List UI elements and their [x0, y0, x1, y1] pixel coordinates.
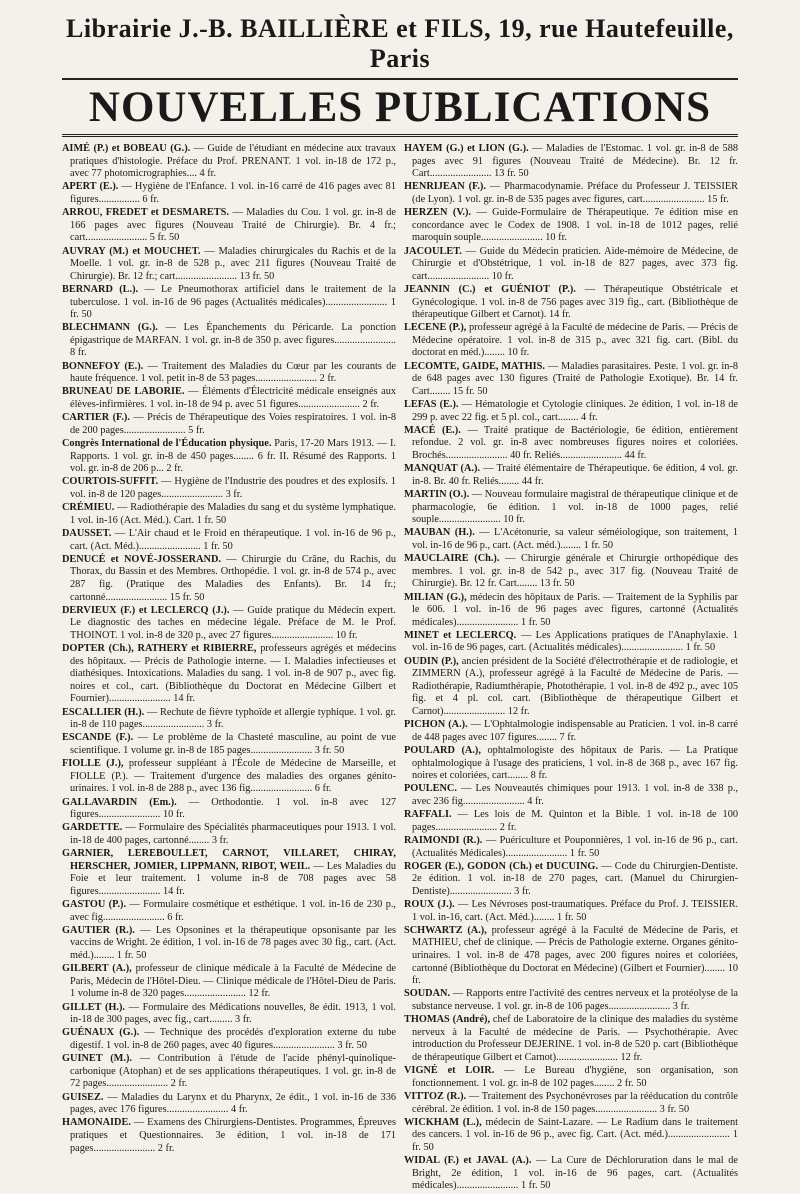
entry-author: ESCANDE (F.). — [62, 732, 134, 744]
catalog-entry — [404, 246, 738, 284]
entry-description: — Les lois de M. Quinton et la Bible. 1 vol. in-18 de 100 pages........................ 2 fr. — [412, 809, 739, 833]
entry-description: — Thérapeutique Obstétricale et Gynécologique. 1 vol. in-8 de 756 pages avec 319 fig., cart. (Bibliothèque de thérapeutique Gilbert et Carnot). 14 fr. — [412, 283, 739, 321]
entry-author: MANQUAT (A.). — [404, 463, 481, 475]
catalog-entry — [62, 1053, 396, 1091]
catalog-entry — [404, 592, 738, 630]
catalog-entry — [62, 386, 396, 411]
entry-description: ancien président de la Société d'électrothérapie et de radiologie, et ZIMMERN (A.), professeur agrégé à la Faculté de Médecine de Paris. — Radiothérapie, Radiumthérapie, Photothérapie. 1 vol. in-8 de 492 p., avec 105 fig. et 4 pl. col. cart. (Bibliothèque de thérapeutique Gilbert et Carnot)........................ 12 fr. — [412, 655, 739, 718]
entry-author: MILIAN (G.), — [404, 591, 467, 603]
catalog-entry — [404, 284, 738, 322]
entry-author: RAFFALI. — [404, 809, 452, 821]
entry-description: — Hygiène de l'Industrie des poudres et des explosifs. 1 vol. in-8 de 120 pages........................ 3 fr. — [70, 476, 396, 500]
entry-description: — Maladies de l'Estomac. 1 vol. gr. in-8 de 588 pages avec 91 figures (Nouveau Traité de Médecine). Br. 12 fr. Cart........................ 13 fr. 50 — [412, 143, 738, 180]
catalog-entry — [62, 732, 396, 757]
entry-description: — Les Névroses post-traumatiques. Préface du Prof. J. TEISSIER. 1 vol. in-16, cart. (Act. Méd.)........ 1 fr. 50 — [412, 899, 739, 923]
catalog-entry — [404, 489, 738, 527]
catalog-entry — [404, 181, 738, 206]
entry-author: GUISEZ. — [62, 1091, 104, 1103]
entry-author: MARTIN (O.). — [404, 488, 470, 500]
catalog-entry — [404, 207, 738, 245]
entry-description: — Puériculture et Pouponnières, 1 vol. in-16 de 96 p., cart. (Actualités Médicales)........................ 1 fr. 50 — [412, 834, 738, 859]
entry-author: LECENE (P.), — [404, 322, 467, 334]
catalog-entry — [404, 527, 738, 552]
entry-author: ROGER (E.), GODON (Ch.) et DUCUING. — [404, 860, 599, 872]
entry-description: — Formulaire des Spécialités pharmaceutiques pour 1913. 1 vol. in-18 de 400 pages, cartonné........ 3 fr. — [70, 822, 396, 846]
catalog-entry — [62, 925, 396, 963]
entry-description: professeur agrégé à la Faculté de Médecine de Paris, et MATHIEU, chef de clinique. — Précis de Pathologie externe. Organes génito-urinaires. 1 vol. in-8 de 478 pages, avec 200 figures noires et coloriées, cartonné (Bibliothèque du Doctorat en Médecine) (Gilbert et Fournier)........ 10 fr. — [412, 924, 738, 987]
catalog-entry — [404, 745, 738, 783]
entry-author: GILLET (H.). — [62, 1001, 125, 1013]
entry-description: médecin des hôpitaux de Paris. — Traitement de la Syphilis par le 606. 1 vol. in-16 de 96 pages avec figures, cartonné (Actualités médicales)........................ 1 fr. 50 — [412, 591, 738, 628]
entry-author: LEFAS (E.). — [404, 399, 459, 411]
entry-description: — Chirurgie générale et Chirurgie orthopédique des membres. 1 vol. gr. in-8 de 542 p., avec 317 fig. (Nouveau Traité de Chirurgie). Br. 12 fr. Cart........ 13 fr. 50 — [412, 553, 738, 590]
right-column — [404, 143, 738, 1194]
entry-description: — Traité élémentaire de Thérapeutique. 6e édition, 4 vol. gr. in-8. Br. 40 fr. Reliés........ 44 fr. — [412, 463, 738, 487]
entry-description: — Rechute de fièvre typhoïde et allergie typhique. 1 vol. gr. in-8 de 110 pages........................ 3 fr. — [70, 706, 397, 731]
entry-description: — Pharmacodynamie. Préface du Professeur J. TEISSIER (de Lyon). 1 vol. gr. in-8 de 535 pages avec figures, cart........................ 15 fr. — [412, 181, 738, 205]
entry-description: — Rapports entre l'activité des centres nerveux et la protéolyse de la substance nerveuse. 1 vol. gr. in-8 de 106 pages........................ 3 fr. — [412, 988, 738, 1013]
entry-author: SCHWARTZ (A.), — [404, 924, 487, 936]
entry-description: — Code du Chirurgien-Dentiste. 2e édition. 1 vol. in-18 de 270 pages, cart. (Manuel du Chirurgien-Dentiste)........................ 3 fr. — [412, 860, 738, 897]
entry-description: — Contribution à l'étude de l'acide phényl-quinolique-carbonique (Atophan) et de ses applications thérapeutiques. 1 vol. gr. in-8 de 72 pages........................ 2 fr. — [70, 1053, 396, 1090]
entry-description: — Guide du Médecin praticien. Aide-mémoire de Médecine, de Chirurgie et d'Obstétrique, 1 vol. in-18 de 827 pages, avec 373 fig. cart........................ 10 fr. — [412, 245, 738, 282]
entry-author: MACÉ (E.). — [404, 424, 461, 436]
entry-author: PICHON (A.). — [404, 719, 468, 731]
catalog-entry — [62, 963, 396, 1001]
catalog-entry — [62, 848, 396, 898]
entry-description: — Éléments d'Électricité médicale enseignés aux élèves-infirmières. 1 vol. in-18 de 94 p. avec 51 figures........................ 2 fr. — [70, 386, 396, 411]
entry-author: ROUX (J.). — [404, 899, 455, 911]
entry-description: — Les Applications pratiques de l'Anaphylaxie. 1 vol. in-16 de 96 pages, cart. (Actualités médicales)........................ 1 fr. 50 — [412, 629, 738, 654]
entry-author: GARNIER, LEREBOULLET, CARNOT, VILLARET, CHIRAY, HERSCHER, JOMIER, LIPPMANN, RIBOT, WEIL. — [62, 848, 396, 872]
catalog-entry — [404, 1014, 738, 1064]
entry-description: — Radiothérapie des Maladies du sang et du système lymphatique. 1 vol. in-16 (Act. Méd.). Cart. 1 fr. 50 — [70, 502, 397, 526]
entry-author: FIOLLE (J.), — [62, 758, 124, 770]
entry-author: BONNEFOY (E.). — [62, 360, 144, 372]
entry-description: — Les Épanchements du Péricarde. La ponction épigastrique de MARFAN. 1 vol. gr. in-8 de 350 p. avec figures........................ 8 fr. — [70, 322, 397, 359]
catalog-entry — [404, 719, 738, 744]
entry-author: HERZEN (V.). — [404, 207, 472, 219]
catalog-entry — [404, 143, 738, 181]
entry-description: — Nouveau formulaire magistral de thérapeutique clinique et de pharmacologie, 6e édition. 1 vol. in-18 de 1000 pages, relié souple........................ 10 fr. — [412, 488, 739, 526]
entry-description: — Traité pratique de Bactériologie, 6e édition, entièrement refondue. 2 vol. gr. in-8 avec nombreuses figures noires et coloriées. Brochés........................ 40 fr. Reliés........................ 44 fr. — [412, 424, 738, 461]
entry-author: BERNARD (L.). — [62, 283, 139, 295]
entry-author: MINET et LECLERCQ. — [404, 629, 517, 641]
entry-description: — L'Air chaud et le Froid en thérapeutique. 1 vol. in-16 de 96 p., cart. (Act. Méd.)........................ 1 fr. 50 — [70, 527, 397, 552]
entry-author: DOPTER (Ch.), RATHERY et RIBIERRE, — [62, 643, 257, 655]
entry-description: professeur suppléant à l'École de Médecine de Marseille, et FIOLLE (P.). — Traitement d'urgence des maladies des organes génito-urinaires. 1 vol. in-8 de 288 p., avec 136 fig........................ 6 fr. — [70, 758, 397, 795]
catalog-entry — [62, 1002, 396, 1027]
entry-author: POULARD (A.), — [404, 745, 481, 756]
catalog-entry — [62, 207, 396, 245]
entry-description: — Examens des Chirurgiens-Dentistes. Programmes, Épreuves pratiques et Questionnaires. 3e édition, 1 vol. in-18 de 171 pages........................ 2 fr. — [70, 1117, 396, 1154]
entry-author: GALLAVARDIN (Em.). — [62, 796, 177, 808]
catalog-entry — [404, 553, 738, 591]
entry-author: THOMAS (André), — [404, 1014, 491, 1026]
entry-description: professeur de clinique médicale à la Faculté de Médecine de Paris, Médecin de l'Hôtel-Dieu. — Clinique médicale de l'Hôtel-Dieu de Paris. 1 volume in-8 de 320 pages........................ 12 fr. — [70, 963, 396, 1000]
catalog-entry — [62, 476, 396, 501]
catalog-entry — [62, 438, 396, 476]
entry-description: — Guide de l'étudiant en médecine aux travaux pratiques d'histologie. Préface du Prof. PRENANT. 1 vol. in-18 de 172 p., avec 77 photomicrographies.... 4 fr. — [70, 143, 397, 180]
entry-description: — Les Nouveautés chimiques pour 1913. 1 vol. in-8 de 338 p., avec 236 fig........................ 4 fr. — [412, 783, 738, 807]
entry-author: HAYEM (G.) et LION (G.). — [404, 143, 529, 154]
entry-description: — Formulaire cosmétique et esthétique. 1 vol. in-16 de 230 p., avec fig........................ 6 fr. — [70, 899, 396, 923]
catalog-entry — [62, 899, 396, 924]
catalog-entry — [404, 835, 738, 860]
entry-description: professeur agrégé à la Faculté de médecine de Paris. — Précis de Médecine opératoire. 1 vol. in-8 de 315 p., avec 321 fig. cart. (Bibl. du doctorat en méd.)........ 10 fr. — [412, 322, 738, 359]
catalog-entry — [62, 246, 396, 284]
catalog-entry — [62, 1117, 396, 1155]
header-rule — [62, 78, 738, 80]
catalog-entry — [62, 822, 396, 847]
catalog-entry — [404, 809, 738, 834]
entry-author: AIMÉ (P.) et BOBEAU (G.). — [62, 143, 191, 154]
entry-author: WIDAL (F.) et JAVAL (A.). — [404, 1155, 532, 1167]
entry-author: HAMONAIDE. — [62, 1117, 131, 1129]
entry-author: APERT (E.). — [62, 181, 119, 193]
catalog-entry — [404, 861, 738, 899]
entry-description: — La Cure de Déchloruration dans le mal de Bright, 2e édition, 1 vol. in-16 de 96 pages, cart. (Actualités médicales)........................ 1 fr. 50 — [412, 1155, 739, 1192]
catalog-entry — [62, 528, 396, 553]
entry-description: — Chirurgie du Crâne, du Rachis, du Thorax, du Bassin et des Membres. Orthopédie. 1 vol. gr. in-8 de 574 p., avec 287 fig. (Pratique des Maladies des Enfants). Br. 14 fr.; cartonné........................ 15 fr. 50 — [70, 553, 396, 603]
catalog-entry — [404, 1117, 738, 1155]
entry-description: — Technique des procédés d'exploration externe du tube digestif. 1 vol. in-8 de 260 pages, avec 40 figures........................ 3 fr. 50 — [70, 1027, 396, 1051]
catalog-entry — [404, 1065, 738, 1090]
entry-author: CARTIER (F.). — [62, 412, 130, 424]
title-rule — [62, 134, 738, 137]
entry-description: — Le problème de la Chasteté masculine, au point de vue scientifique. 1 volume gr. in-8 de 185 pages........................ 3 fr. 50 — [70, 732, 396, 756]
entry-description: — Traitement des Maladies du Cœur par les courants de haute fréquence. 1 vol. petit in-8 de 53 pages........................ 2 fr. — [70, 360, 397, 385]
catalog-entry — [404, 322, 738, 360]
page-title: NOUVELLES PUBLICATIONS — [88, 84, 712, 131]
catalog-entry — [62, 1092, 396, 1117]
entry-author: GUÉNAUX (G.). — [62, 1027, 140, 1039]
entry-description: — Précis de Thérapeutique des Voies respiratoires. 1 vol. in-8 de 200 pages........................ 5 fr. — [70, 412, 396, 436]
entry-author: RAIMONDI (R.). — [404, 834, 483, 846]
entry-author: DENUCÉ et NOVÉ-JOSSERAND. — [62, 553, 221, 565]
entry-description: — Le Pneumothorax artificiel dans le traitement de la tuberculose. 1 vol. in-16 de 96 pages (Actualités médicales)........................ 1 fr. 50 — [70, 283, 396, 321]
entry-author: GAUTIER (R.). — [62, 924, 135, 936]
entry-author: Congrès International de l'Éducation physique. — [62, 438, 272, 449]
catalog-entry — [62, 1027, 396, 1052]
entry-description: — Orthodontie. 1 vol. in-8 avec 127 figures........................ 10 fr. — [70, 796, 396, 821]
catalog-entry — [62, 707, 396, 732]
entry-description: — Guide-Formulaire de Thérapeutique. 7e édition mise en concordance avec le Codex de 1908. 1 vol. in-18 de 1012 pages, relié maroquin souple........................ 10 fr. — [412, 207, 738, 244]
entry-description: — Formulaire des Médications nouvelles, 8e édit. 1913, 1 vol. in-18 de 300 pages, avec fig., cart......... 3 fr. — [70, 1001, 396, 1026]
catalog-entry — [62, 797, 396, 822]
entry-description: chef de Laboratoire de la clinique des maladies du système nerveux à la Faculté de médecine de Paris. — Psychothérapie. Avec introduction du Professeur DEJERINE. 1 vol. in-8 de 520 p. cart (Bibliothèque de thérapeutique Gilbert et Carnot)........................ 12 fr. — [412, 1014, 739, 1063]
entry-description: — Les Opsonines et la thérapeutique opsonisante par les vaccins de Wright. 2e édition, 1 vol. in-16 de 78 pages avec 30 fig., cart. (Act. méd.)........ 1 fr. 50 — [70, 924, 396, 962]
catalog-entry — [62, 322, 396, 360]
catalog-entry — [62, 643, 396, 706]
catalog-entry — [62, 284, 396, 322]
entry-author: WICKHAM (L.), — [404, 1116, 482, 1128]
catalog-entry — [404, 425, 738, 463]
publisher-header: Librairie J.-B. BAILLIÈRE et FILS, 19, rue Hautefeuille, Paris — [66, 14, 734, 73]
catalog-entry — [404, 630, 738, 655]
catalog-entry — [62, 605, 396, 643]
entry-author: COURTOIS-SUFFIT. — [62, 476, 159, 488]
entry-author: GASTOU (P.). — [62, 899, 127, 911]
entry-author: MAUBAN (H.). — [404, 527, 475, 539]
entry-description: médecin de Saint-Lazare. — Le Radium dans le traitement des cancers. 1 vol. in-16 de 96 p., avec fig. Cart. (Act. méd.)........................ 1 fr. 50 — [412, 1116, 738, 1153]
catalog-entry — [62, 143, 396, 181]
entry-author: AUVRAY (M.) et MOUCHET. — [62, 245, 201, 257]
catalog-entry — [404, 988, 738, 1013]
entry-description: ophtalmologiste des hôpitaux de Paris. — La Pratique ophtalmologique à l'usage des praticiens, 1 vol. in-8 de 368 p., avec 167 fig. noires et coloriées, cart........ 8 fr. — [412, 745, 738, 782]
entry-description: — Hématologie et Cytologie cliniques. 2e édition, 1 vol. in-18 de 299 p. avec 22 fig. et 5 pl. col., cart........ 4 fr. — [412, 399, 738, 423]
entry-author: ESCALLIER (H.). — [62, 706, 145, 718]
entry-author: JEANNIN (C.) et GUÉNIOT (P.). — [404, 283, 576, 295]
catalog-entry — [62, 502, 396, 527]
entry-description: — Maladies du Cou. 1 vol. gr. in-8 de 166 pages avec figures (Nouveau Traité de Chirurgie). Br. 4 fr.; cart........................ 5 fr. 50 — [70, 207, 396, 244]
entry-description: — L'Acétonurie, sa valeur séméiologique, son traitement, 1 vol. in-16 de 96 p., cart. (Act. méd.)........ 1 fr. 50 — [412, 527, 738, 551]
catalog-entry — [62, 181, 396, 206]
entry-author: ARROU, FREDET et DESMARETS. — [62, 207, 229, 219]
entry-author: CRÉMIEU. — [62, 502, 115, 514]
entry-description: — Maladies du Larynx et du Pharynx, 2e édit., 1 vol. in-16 de 336 pages, avec 176 figures........................ 4 fr. — [70, 1091, 397, 1116]
catalog-entry — [404, 925, 738, 988]
entry-author: DERVIEUX (F.) et LECLERCQ (J.). — [62, 604, 230, 616]
entry-author: MAUCLAIRE (Ch.). — [404, 553, 500, 565]
entry-description: — Guide pratique du Médecin expert. Le diagnostic des taches en médecine légale. Préface de M. le Prof. THOINOT. 1 vol. in-8 de 320 p., avec 27 figures........................ 10 fr. — [70, 604, 396, 641]
entry-author: POULENC. — [404, 783, 457, 795]
entry-author: SOUDAN. — [404, 988, 451, 1000]
entry-description: — Maladies parasitaires. Peste. 1 vol. gr. in-8 de 648 pages avec 130 figures (Traité de Pathologie Exotique). Br. 14 fr. Cart........ 15 fr. 50 — [412, 360, 738, 397]
catalog-entry — [404, 463, 738, 488]
entry-description: — Traitement des Psychonévroses par la rééducation du contrôle cérébral. 2e édition. 1 vol. in-8 de 150 pages........................ 3 fr. 50 — [412, 1090, 738, 1115]
catalog-columns — [62, 143, 738, 1194]
catalog-entry — [62, 554, 396, 604]
entry-description: professeurs agrégés et médecins des hôpitaux. — Précis de Pathologie interne. — I. Maladies infectieuses et diathésiques. Intoxications. Maladies du sang. 1 vol. in-8 de 907 p., avec fig. noires et col., cart. (Bibliothèque du Doctorat en Médecine Gilbert et Fournier)........................ 14 fr. — [70, 643, 397, 705]
catalog-entry — [404, 1091, 738, 1116]
left-column — [62, 143, 396, 1194]
entry-author: GUINET (M.). — [62, 1053, 132, 1065]
entry-author: BLECHMANN (G.). — [62, 322, 158, 334]
entry-author: GARDETTE. — [62, 822, 123, 834]
entry-description: — Maladies chirurgicales du Rachis et de la Moelle. 1 vol. gr. in-8 de 528 p., avec 211 figures (Nouveau Traité de Chirurgie). Br. 12 fr.; cart........................ 13 fr. 50 — [70, 245, 396, 282]
entry-description: — Les Maladies du Foie et leur traitement. 1 volume in-8 de 708 pages avec 58 figures........................ 14 fr. — [70, 860, 397, 897]
entry-author: LECOMTE, GAIDE, MATHIS. — [404, 360, 545, 372]
entry-author: OUDIN (P.), — [404, 655, 459, 667]
entry-author: GILBERT (A.), — [62, 963, 132, 975]
catalog-entry — [62, 361, 396, 386]
entry-author: VIGNÉ et LOIR. — [404, 1065, 495, 1077]
entry-author: JACOULET. — [404, 245, 462, 257]
catalog-entry — [62, 412, 396, 437]
entry-description: — Hygiène de l'Enfance. 1 vol. in-16 carré de 416 pages avec 81 figures................ 6 fr. — [70, 181, 396, 205]
catalog-entry — [404, 1155, 738, 1193]
entry-author: BRUNEAU DE LABORIE. — [62, 386, 185, 398]
catalog-entry — [62, 758, 396, 796]
entry-description: Paris, 17-20 Mars 1913. — I. Rapports. 1 vol. gr. in-8 de 450 pages........ 6 fr. II. Résumé des Rapports. 1 vol. gr. in-8 de 206 p... 2 fr. — [70, 438, 396, 475]
catalog-entry — [404, 783, 738, 808]
entry-author: VITTOZ (R.). — [404, 1090, 467, 1102]
catalog-entry — [404, 656, 738, 719]
entry-author: DAUSSET. — [62, 527, 112, 539]
entry-description: — Le Bureau d'hygiène, son organisation, son fonctionnement. 1 vol. gr. in-8 de 102 pages........ 2 fr. 50 — [412, 1065, 738, 1089]
entry-author: HENRIJEAN (F.). — [404, 181, 486, 193]
catalog-entry — [404, 399, 738, 424]
catalog-entry — [404, 361, 738, 399]
catalog-entry — [404, 899, 738, 924]
entry-description: — L'Ophtalmologie indispensable au Praticien. 1 vol. in-8 carré de 448 pages avec 107 figures........ 7 fr. — [412, 719, 738, 743]
